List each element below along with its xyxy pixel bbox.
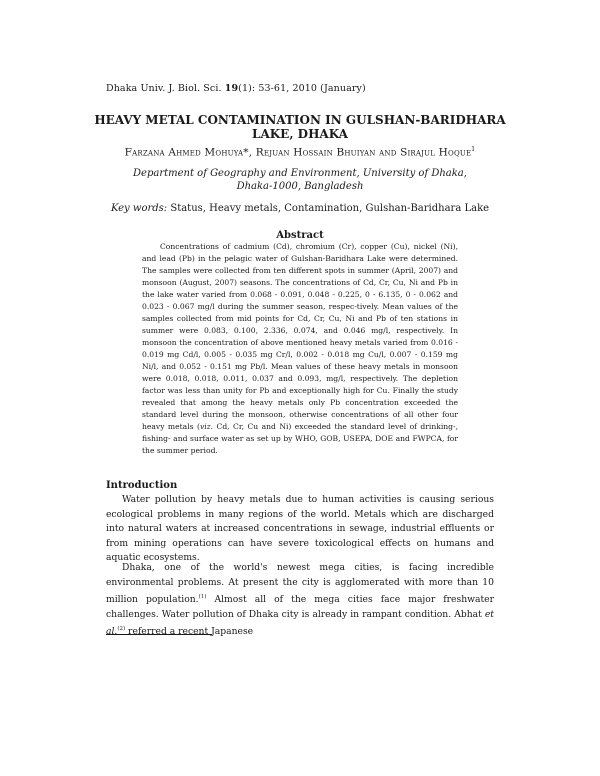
author-affiliation-mark: 1 <box>471 146 476 153</box>
abstract-part-1: Concentrations of cadmium (Cd), chromium (Cr), copper (Cu), nickel (Ni), and lead (Pb) in the pelagic water of Gulshan-Baridhara Lake were determined. The samples were collected from ten different spots in summer (April, 2007) and monsoon (August, 2007) seasons. The concentrations of Cd, Cr, Cu, Ni and Pb in the lake water varied from 0.068 - 0.091, 0.048 - 0.225, 0 - 6.135, 0 - 0.062 and 0.023 - 0.067 mg/l during the summer season, respec-tively. Mean values of the samples collected from mid points for Cd, Cr, Cu, Ni and Pb of ten stations in summer were 0.083, 0.100, 2.336, 0.074, and 0.046 mg/l, respectively. In monsoon the concentration of above mentioned heavy metals varied from 0.016 - 0.019 mg Cd/l, 0.005 - 0.035 mg Cr/l, 0.002 - 0.018 mg Cu/l, 0.007 - 0.159 mg Ni/l, and 0.052 - 0.151 mg Pb/l. Mean values of these heavy metals in monsoon were 0.018, 0.018, 0.011, 0.037 and 0.093, mg/l, respectively. The depletion factor was less than unity for Pb and exceptionally high for Cu. Finally the study revealed that among the heavy metals only Pb concentration exceeded the standard level during the monsoon, otherwise concentrations of all other four heavy metals ( <box>142 242 458 431</box>
introduction-paragraph-1: Water pollution by heavy metals due to human activities is causing serious ecological problems in many regions of the world. Metals which are discharged into natural waters at increased concentrations in sewage, industrial effluents or from mining operations can have severe toxicological effects on humans and aquatic ecosystems. <box>106 494 494 563</box>
intro-p2-part-a: Dhaka, one of the world's newest mega cities, is facing incredible environmental problems. At present the city is agglomerated with more than 10 million population. <box>106 562 494 606</box>
abstract-part-2: Cd, Cr, Cu and Ni) exceeded the standard level of drinking-, fishing- and surface water as set up by WHO, GOB, USEPA, DOE and FWPCA, for the summer period. <box>142 422 458 455</box>
introduction-paragraph-2 <box>106 561 494 640</box>
intro-p2-part-b: Almost all of the mega cities face major freshwater challenges. Water pollution of Dhaka city is already in rampant condition. Abhat <box>106 594 494 620</box>
affiliation-line-1: Department of Geography and Environment, University of Dhaka, <box>133 168 467 179</box>
reference-1[interactable]: (1) <box>198 594 207 600</box>
journal-citation <box>106 83 366 94</box>
intro-p2-et-al: et al. <box>106 608 494 638</box>
title-line-2: LAKE, DHAKA <box>252 127 348 141</box>
abstract-heading: Abstract <box>276 230 324 241</box>
keywords-label: Key words: <box>110 203 168 214</box>
abstract-text <box>142 241 458 457</box>
citation-volume: 19 <box>224 83 239 94</box>
title-line-1: HEAVY METAL CONTAMINATION IN GULSHAN-BARIDHARA <box>94 113 506 127</box>
citation-rest: (1): 53‑61, 2010 (January) <box>238 83 366 94</box>
paper-title <box>90 113 510 141</box>
keywords-text: Status, Heavy metals, Contamination, Gulshan-Baridhara Lake <box>170 203 490 214</box>
author-list <box>60 146 540 159</box>
author-names: Farzana Ahmed Mohuya*, Rejuan Hossain Bhuiyan and Sirajul Hoque <box>124 146 472 159</box>
introduction-heading: Introduction <box>106 480 178 491</box>
intro-p2-part-c: referred a recent Japanese <box>125 626 254 638</box>
footnote-divider <box>106 634 212 635</box>
reference-2[interactable]: (2) <box>117 626 126 633</box>
affiliation <box>120 167 480 193</box>
abstract-viz: viz. <box>199 422 214 431</box>
citation-prefix: Dhaka Univ. J. Biol. Sci. <box>106 83 222 94</box>
affiliation-line-2: Dhaka-1000, Bangladesh <box>236 181 364 192</box>
keywords <box>60 203 540 214</box>
